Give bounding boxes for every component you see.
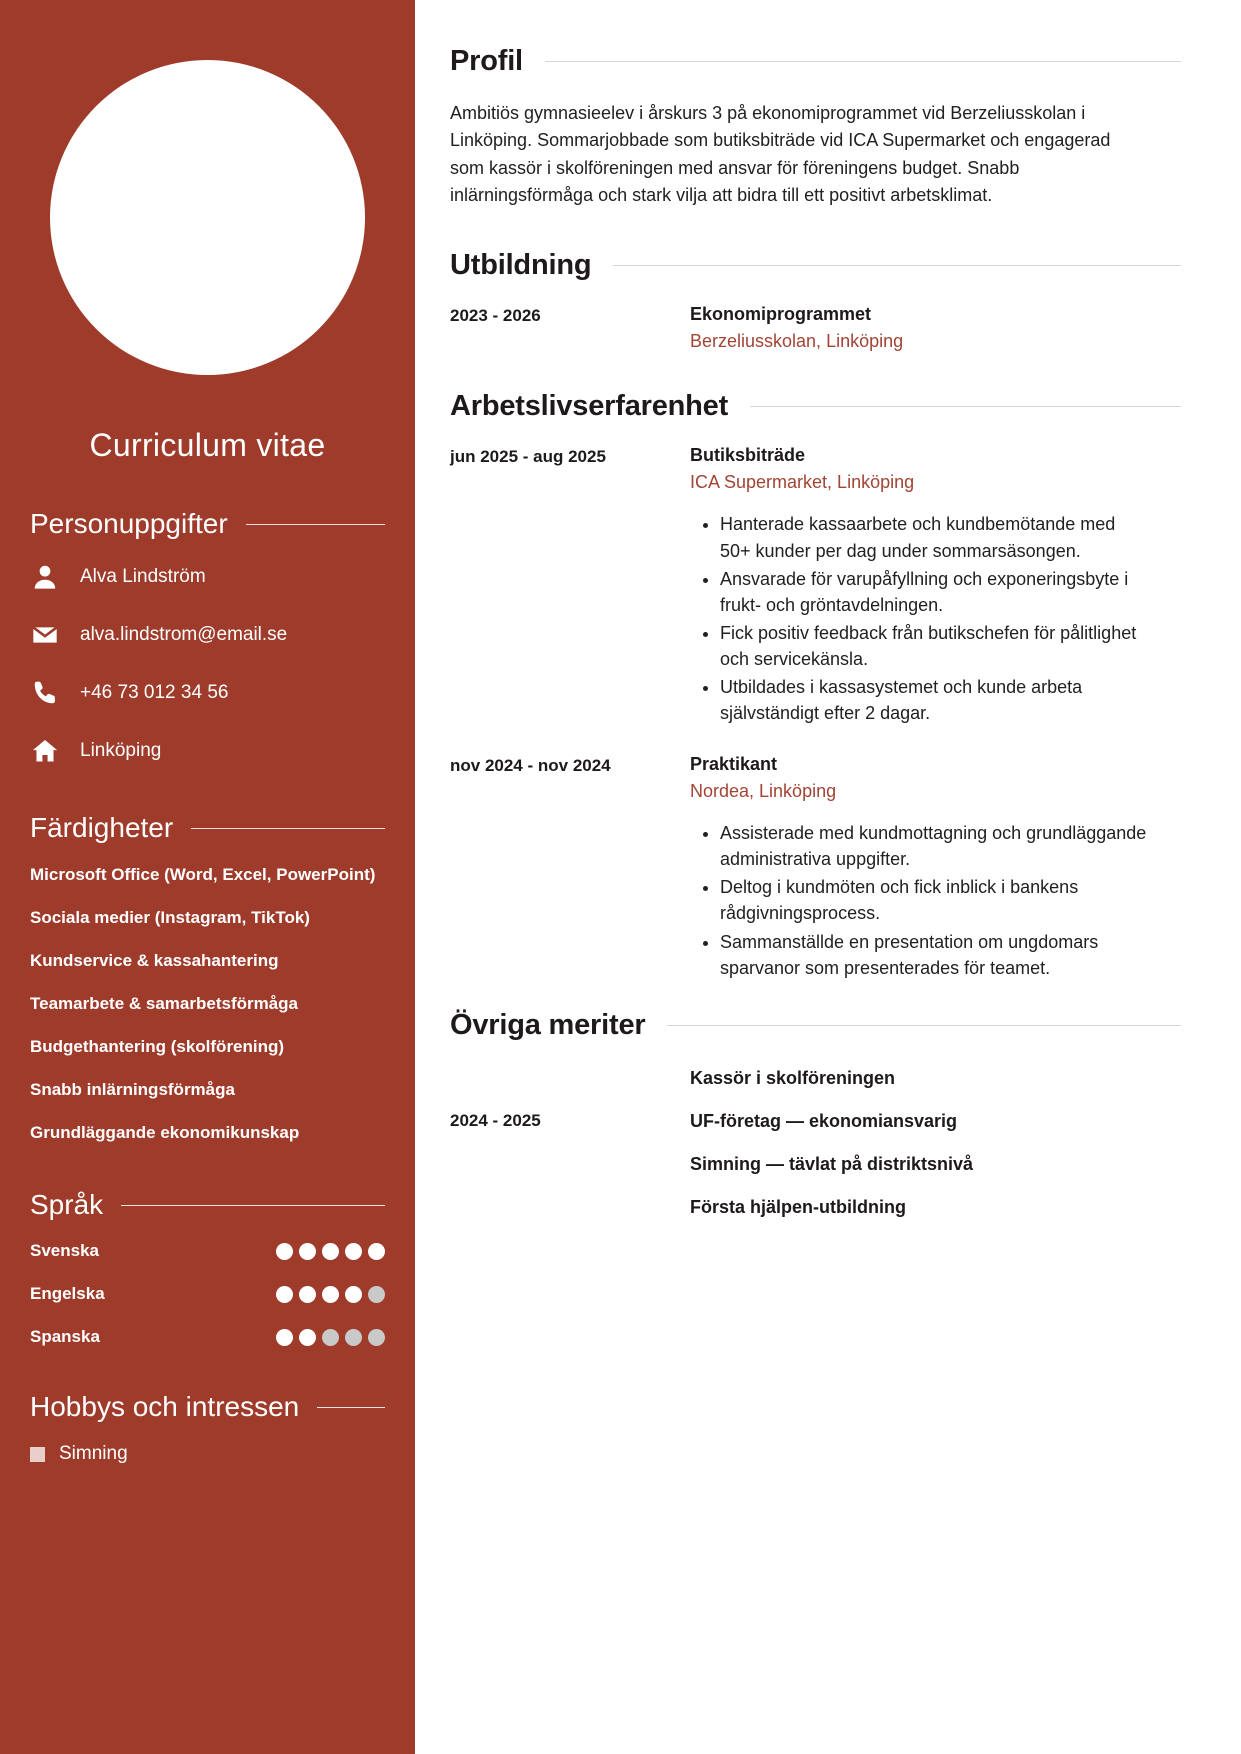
experience-role: Praktikant (690, 754, 778, 775)
education-entry (450, 304, 1181, 356)
rating-dot-filled (276, 1329, 293, 1346)
experience-header (450, 390, 1181, 423)
merit-row (450, 1197, 1181, 1218)
rating-dot-empty (345, 1329, 362, 1346)
skill-item: Microsoft Office (Word, Excel, PowerPoint) (30, 865, 376, 885)
experience-role: Butiksbiträde (690, 445, 806, 466)
contact-value-location: Linköping (80, 740, 162, 762)
other-merits-section (450, 1009, 1181, 1218)
experience-section (450, 390, 1181, 982)
hobbies-header (30, 1391, 385, 1423)
main-content (415, 0, 1241, 1754)
language-rating (276, 1243, 385, 1260)
contact-value-phone: +46 73 012 34 56 (80, 682, 229, 704)
personal-details-section (0, 508, 415, 768)
language-row (30, 1241, 385, 1261)
rating-dot-empty (368, 1329, 385, 1346)
profile-photo-wrapper (0, 0, 415, 375)
merit-title: Första hjälpen-utbildning (690, 1196, 906, 1217)
other-merits-heading: Övriga meriter (450, 1008, 646, 1041)
merit-row (450, 1111, 1181, 1132)
skills-header (30, 812, 385, 844)
hobby-item (30, 1443, 385, 1465)
experience-entry (450, 445, 1181, 728)
heading-rule (191, 828, 385, 829)
skill-item: Kundservice & kassahantering (30, 951, 279, 971)
experience-bullets (720, 511, 1181, 726)
rating-dot-empty (368, 1286, 385, 1303)
rating-dot-filled (322, 1286, 339, 1303)
sidebar (0, 0, 415, 1754)
heading-rule (613, 265, 1181, 266)
languages-heading: Språk (30, 1188, 104, 1220)
skills-heading: Färdigheter (30, 812, 174, 844)
experience-heading: Arbetslivserfarenhet (450, 390, 729, 423)
experience-body (690, 445, 1181, 728)
rating-dot-filled (276, 1286, 293, 1303)
rating-dot-empty (322, 1329, 339, 1346)
experience-body (690, 754, 1181, 983)
other-merits-list (450, 1068, 1181, 1218)
square-bullet-icon (30, 1447, 45, 1462)
experience-period: jun 2025 - aug 2025 (450, 447, 606, 467)
profile-text: Ambitiös gymnasieelev i årskurs 3 på ekonomiprogrammet vid Berzeliusskolan i Linköping. Sommarjobbade som butiksbiträde vid ICA Supermarket och engagerad som kassör i skolföreningen med ansvar för föreningens budget. Snabb inlärningsförmåga och stark vilja att bidra till ett positivt arbetsklimat. (450, 103, 1111, 206)
bullet-item: • Ansvarade för varupåfyllning och exponeringsbyte i frukt- och gröntavdelningen. (720, 566, 1150, 618)
merit-row (450, 1154, 1181, 1175)
education-body (690, 304, 1181, 356)
contact-value-name: Alva Lindström (80, 566, 206, 588)
merit-row (450, 1068, 1181, 1089)
contact-value-email: alva.lindstrom@email.se (80, 624, 288, 646)
skill-item: Sociala medier (Instagram, TikTok) (30, 908, 310, 928)
bullet-item: • Utbildades i kassasystemet och kunde arbeta självständigt efter 2 dagar. (720, 674, 1150, 726)
cv-title: Curriculum vitae (89, 427, 326, 463)
skills-section (0, 812, 415, 1145)
education-header (450, 249, 1181, 282)
experience-period: nov 2024 - nov 2024 (450, 756, 611, 776)
language-rating (276, 1286, 385, 1303)
experience-bullets (720, 820, 1181, 981)
education-section (450, 249, 1181, 356)
contact-row-location (30, 734, 385, 768)
languages-header (30, 1189, 385, 1221)
rating-dot-filled (345, 1286, 362, 1303)
experience-entry (450, 754, 1181, 983)
profile-section (450, 45, 1181, 209)
heading-rule (121, 1205, 385, 1206)
hobbies-heading: Hobbys och intressen (30, 1391, 300, 1423)
heading-rule (667, 1025, 1181, 1026)
language-name: Engelska (30, 1284, 105, 1304)
heading-rule (545, 61, 1181, 62)
languages-section (0, 1189, 415, 1347)
merit-period: 2024 - 2025 (450, 1110, 541, 1130)
education-school: Berzeliusskolan, Linköping (690, 331, 904, 352)
contact-row-email (30, 618, 385, 652)
rating-dot-filled (345, 1243, 362, 1260)
envelope-icon (30, 620, 60, 650)
other-merits-header (450, 1009, 1181, 1042)
hobby-label: Simning (59, 1443, 128, 1465)
contact-row-phone (30, 676, 385, 710)
merit-title: Kassör i skolföreningen (690, 1067, 896, 1088)
education-heading: Utbildning (450, 249, 592, 282)
education-program: Ekonomiprogrammet (690, 304, 872, 325)
bullet-item: • Hanterade kassaarbete och kundbemötande med 50+ kunder per dag under sommarsäsongen. (720, 511, 1150, 563)
experience-org: Nordea, Linköping (690, 781, 837, 802)
skill-item: Teamarbete & samarbetsförmåga (30, 994, 299, 1014)
language-row (30, 1327, 385, 1347)
rating-dot-filled (368, 1243, 385, 1260)
phone-icon (30, 678, 60, 708)
bullet-item: • Assisterade med kundmottagning och grundläggande administrativa uppgifter. (720, 820, 1150, 872)
merit-title: UF-företag — ekonomiansvarig (690, 1110, 958, 1131)
bullet-item: • Sammanställde en presentation om ungdomars sparvanor som presenterades för teamet. (720, 929, 1150, 981)
skill-item: Snabb inlärningsförmåga (30, 1080, 235, 1100)
heading-rule (750, 406, 1181, 407)
rating-dot-filled (322, 1243, 339, 1260)
language-rating (276, 1329, 385, 1346)
rating-dot-filled (299, 1243, 316, 1260)
profile-header (450, 45, 1181, 78)
skill-item: Budgethantering (skolförening) (30, 1037, 285, 1057)
profile-photo (50, 60, 365, 375)
hobbies-section (0, 1391, 415, 1465)
language-name: Spanska (30, 1327, 100, 1347)
language-name: Svenska (30, 1241, 99, 1261)
personal-details-heading: Personuppgifter (30, 508, 228, 539)
skill-item: Grundläggande ekonomikunskap (30, 1123, 300, 1142)
rating-dot-filled (299, 1286, 316, 1303)
heading-rule (317, 1407, 385, 1408)
bullet-item: • Deltog i kundmöten och fick inblick i bankens rådgivningsprocess. (720, 874, 1150, 926)
bullet-item: • Fick positiv feedback från butikschefen för pålitlighet och servicekänsla. (720, 620, 1150, 672)
rating-dot-filled (276, 1243, 293, 1260)
person-icon (30, 562, 60, 592)
experience-org: ICA Supermarket, Linköping (690, 472, 915, 493)
personal-details-header (30, 508, 385, 540)
education-period: 2023 - 2026 (450, 306, 541, 326)
rating-dot-filled (299, 1329, 316, 1346)
merit-title: Simning — tävlat på distriktsnivå (690, 1153, 974, 1174)
heading-rule (246, 524, 385, 525)
profile-heading: Profil (450, 45, 523, 77)
contact-row-name (30, 560, 385, 594)
home-icon (30, 736, 60, 766)
language-row (30, 1284, 385, 1304)
